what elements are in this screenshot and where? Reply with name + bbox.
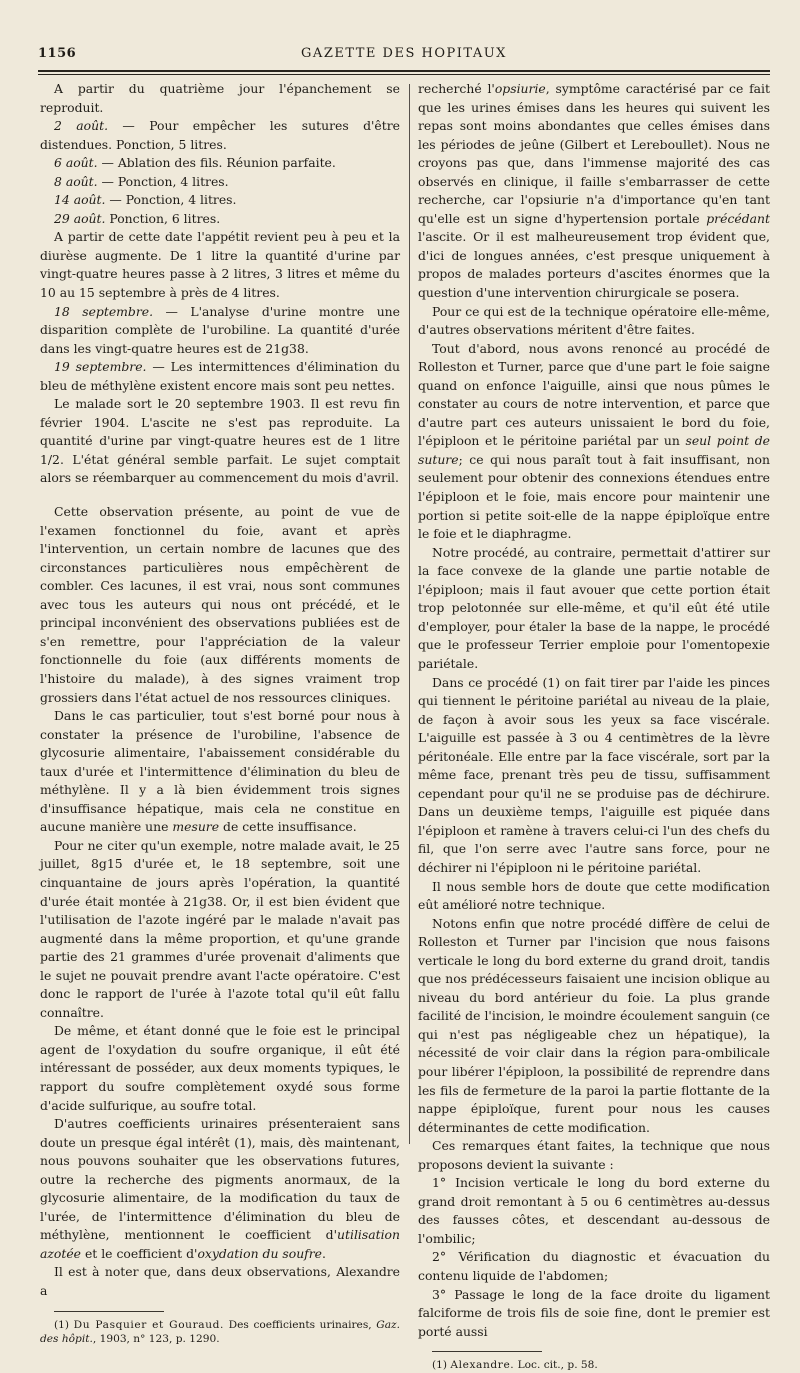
paragraph bbox=[40, 191, 400, 210]
text: — Pour empêcher les sutures d'être distendues. Ponction, 5 litres. bbox=[40, 118, 400, 152]
paragraph: Le malade sort le 20 septembre 1903. Il est revu fin février 1904. L'ascite ne s'est pas reproduite. La quantité d'urine par vingt-quatre heures est de 1 litre 1/2. L'état général semble parfait. Le sujet comptait alors se réembarquer au commencement du mois d'avril. bbox=[40, 396, 400, 486]
text: Ponction, 6 litres. bbox=[105, 210, 221, 226]
text: Tout d'abord, nous avons renoncé au procédé de Rolleston et Turner, parce que d'une part le foie saigne quand on enfonce l'aiguille, ainsi que nous pûmes le constater au cours de notre intervention, et parce que d'autre part ces auteurs unissaient le bord du foie, l'épiploon et le péritoine pariétal par un bbox=[418, 340, 770, 449]
right-column bbox=[418, 80, 770, 1373]
italic-text: oxydation du soufre bbox=[197, 1245, 323, 1261]
text: Dans le cas particulier, tout s'est borné pour nous à constater la présence de l'urobiline, l'absence de glycosurie alimentaire, l'abaissement considérable du taux d'urée et l'intermittence d'élimination du bleu de méthylène. Il y a là bien évidemment trois signes d'insuffisance hépatique, mais cela ne constitue en aucune manière une bbox=[40, 708, 400, 835]
text: de cette insuffisance. bbox=[219, 819, 357, 835]
text: Loc. cit., p. 58. bbox=[514, 1359, 598, 1372]
text: — Ponction, 4 litres. bbox=[97, 173, 229, 189]
footnote-text bbox=[40, 1318, 400, 1347]
date: 2 août. bbox=[54, 118, 109, 134]
journal-title: GAZETTE DES HOPITAUX bbox=[301, 46, 507, 61]
left-column bbox=[40, 80, 400, 1347]
paragraph: Notons enfin que notre procédé diffère de celui de Rolleston et Turner par l'incision que nous faisons verticale le long du bord externe du grand droit, tandis que nos prédécesseurs faisaient une incision oblique au niveau du bord antérieur du foie. La plus grande facilité de l'incision, le moindre écoulement sanguin (ce qui n'est pas négligeable chez un hépatique), la nécessité de voir clair dans la région para-ombilicale pour libérer l'épiploon, la possibilité de reprendre dans les fils de fermeture de la paroi la partie flottante de la nappe épiploïque, furent pour nous les causes déterminantes de cette modification. bbox=[418, 915, 770, 1135]
paragraph: Cette observation présente, au point de vue de l'examen fonctionnel du foie, avant et après l'intervention, un certain nombre de lacunes que des circonstances particulières nous empêchèrent de combler. Ces lacunes, il est vrai, nous sont communes avec tous les auteurs qui nous ont précédé, et le principal inconvénient des observations publiées est de s'en remettre, pour l'appréciation de la valeur fonctionnelle du foie (aux différents moments de l'histoire du malade), à des signes vraiment trop grossiers dans l'état actuel de nos ressources cliniques. bbox=[40, 504, 400, 705]
paragraph: Il nous semble hors de doute que cette modification eût amélioré notre technique. bbox=[418, 878, 770, 913]
paragraph bbox=[418, 80, 770, 303]
author-names: Du Pasquier et Gouraud. bbox=[73, 1318, 224, 1331]
footnote bbox=[418, 1358, 770, 1373]
paragraph bbox=[40, 173, 400, 192]
paragraph: A partir du quatrième jour l'épanchement se reproduit. bbox=[40, 81, 400, 115]
text: (1) bbox=[54, 1318, 74, 1331]
paragraph bbox=[40, 1115, 400, 1263]
text: recherché l' bbox=[418, 81, 495, 96]
paragraph: Dans ce procédé (1) on fait tirer par l'aide les pinces qui tiennent le péritoine pariétal au niveau de la plaie, de façon à avoir sous les yeux sa face viscérale. L'aiguille est passée à 3 ou 4 centimètres de la lèvre péritonéale. Elle entre par la face viscérale, sort par la même face, prenant très peu de tissu, suffisamment cependant pour qu'il ne se produise pas de déchirure. Dans un deuxième temps, l'aiguille est piquée dans l'épiploon et ramène à travers celui-ci l'un des chefs du fil, que l'on serre avec l'autre sans force, pour ne déchirer ni l'épiploon ni le péritoine pariétal. bbox=[418, 674, 770, 875]
text: (1) bbox=[432, 1359, 451, 1372]
author-names: Alexandre. bbox=[450, 1359, 515, 1372]
text: . bbox=[322, 1245, 326, 1261]
footnote bbox=[40, 1318, 400, 1347]
date: 6 août. bbox=[54, 155, 98, 171]
date: 8 août. bbox=[54, 173, 98, 189]
footnote-text bbox=[418, 1358, 770, 1373]
date: 18 septembre. bbox=[54, 303, 154, 319]
paragraph: De même, et étant donné que le foie est le principal agent de l'oxydation du soufre organique, il eût été intéressant de posséder, aux deux moments typiques, le rapport du soufre complètement oxydé sous forme d'acide sulfurique, au soufre total. bbox=[40, 1023, 400, 1113]
paragraph: Notre procédé, au contraire, permettait d'attirer sur la face convexe de la glande une partie notable de l'épiploon; mais il faut avouer que cette portion était trop pelotonnée sur elle-même, et qu'il eût été utile d'employer, pour étaler la base de la nappe, le procédé que le professeur Terrier emploie pour l'omentopexie pariétale. bbox=[418, 544, 770, 671]
page-header bbox=[38, 44, 770, 66]
italic-text: précédant bbox=[706, 210, 770, 226]
text: — L'analyse d'urine montre une disparition complète de l'urobiline. La quantité d'urée dans les vingt-quatre heures est de 21g38. bbox=[40, 303, 400, 356]
paragraph bbox=[40, 707, 400, 837]
date: 14 août. bbox=[54, 192, 106, 208]
header-rule bbox=[38, 70, 770, 72]
text: — Ablation des fils. Réunion parfaite. bbox=[97, 155, 336, 171]
footnote-rule bbox=[432, 1351, 542, 1352]
italic-text: seul point de suture bbox=[418, 433, 770, 467]
paragraph: Il est à noter que, dans deux observations, Alexandre a bbox=[40, 1264, 400, 1298]
date: 19 septembre. bbox=[54, 359, 147, 375]
column-divider bbox=[409, 84, 410, 1144]
italic-text: Gaz. des hôpit. bbox=[40, 1318, 400, 1346]
footnote-rule bbox=[54, 1311, 164, 1312]
text: — Ponction, 4 litres. bbox=[105, 192, 237, 208]
italic-text: utilisation azotée bbox=[40, 1227, 400, 1261]
paragraph bbox=[40, 154, 400, 173]
text: et le coefficient d' bbox=[81, 1245, 198, 1261]
text: D'autres coefficients urinaires présenteraient sans doute un presque égal intérêt (1), mais, dès maintenant, nous pouvons souhaiter que les observations futures, outre la recherche des pigments anormaux, de la glycosurie alimentaire, de la modification du taux de l'urée, de l'intermittence d'élimination du bleu de méthylène, mentionnent le coefficient d' bbox=[40, 1116, 400, 1243]
date: 29 août. bbox=[54, 210, 106, 226]
list-item: 2° Vérification du diagnostic et évacuation du contenu liquide de l'abdomen; bbox=[418, 1249, 770, 1283]
text: — Les intermittences d'élimination du bleu de méthylène existent encore mais sont peu nettes. bbox=[40, 359, 400, 393]
paragraph bbox=[418, 340, 770, 544]
text: , symptôme caractérisé par ce fait que les urines émises dans les heures qui suivent les repas sont moins abondantes que celles émises dans les périodes de jeûne (Gilbert et Lereboullet). Nous ne croyons pas que, dans l'immense majorité des cas observés en clinique, il faille s'embarrasser de cette recherche, car l'opsiurie n'a d'importance qu'en tant qu'elle est un signe d'hypertension portale bbox=[418, 81, 770, 226]
paragraph: A partir de cette date l'appétit revient peu à peu et la diurèse augmente. De 1 litre la quantité d'urine par vingt-quatre heures passe à 2 litres, 3 litres et même du 10 au 15 septembre à près de 4 litres. bbox=[40, 229, 400, 301]
list-item: 3° Passage le long de la face droite du ligament falciforme de trois fils de soie fine, dont le premier est porté aussi bbox=[418, 1286, 770, 1339]
paragraph: Pour ne citer qu'un exemple, notre malade avait, le 25 juillet, 8g15 d'urée et, le 18 septembre, soit une cinquantaine de jours après l'opération, la quantité d'urée était montée à 21g38. Or, il est bien évident que l'utilisation de l'azote ingéré par le malade n'avait pas augmenté dans la même proportion, et qu'une grande partie des 21 grammes d'urée provenait d'aliments que le sujet ne pouvait prendre avant l'acte opératoire. C'est donc le rapport de l'urée à l'azote total qu'il eût fallu connaître. bbox=[40, 837, 400, 1020]
paragraph bbox=[40, 303, 400, 359]
text: Des coefficients urinaires, bbox=[223, 1318, 377, 1331]
italic-text: opsiurie bbox=[494, 81, 546, 96]
text: l'ascite. Or il est malheureusement trop évident que, d'ici de longues années, c'est presque uniquement à propos de malades porteurs d'ascites énormes que la question d'une intervention chirurgicale se posera. bbox=[418, 229, 770, 301]
paragraph bbox=[40, 117, 400, 154]
text: ; ce qui nous paraît tout à fait insuffisant, non seulement pour obtenir des connexions étendues entre l'épiploon et le foie, mais encore pour maintenir une portion si petite soit-elle de la nappe épiploïque entre le foie et le diaphragme. bbox=[418, 451, 770, 542]
list-item: 1° Incision verticale le long du bord externe du grand droit remontant à 5 ou 6 centimètres au-dessus des fausses côtes, et descendant au-dessous de l'ombilic; bbox=[418, 1175, 770, 1246]
page-number: 1156 bbox=[38, 46, 77, 61]
header-rule-thin bbox=[38, 74, 770, 75]
paragraph: Pour ce qui est de la technique opératoire elle-même, d'autres observations méritent d'être faites. bbox=[418, 303, 770, 338]
text: , 1903, n° 123, p. 1290. bbox=[92, 1333, 220, 1346]
paragraph bbox=[40, 358, 400, 395]
italic-text: mesure bbox=[172, 819, 220, 835]
paragraph bbox=[40, 210, 400, 229]
paragraph: Ces remarques étant faites, la technique que nous proposons devient la suivante : bbox=[418, 1138, 770, 1172]
